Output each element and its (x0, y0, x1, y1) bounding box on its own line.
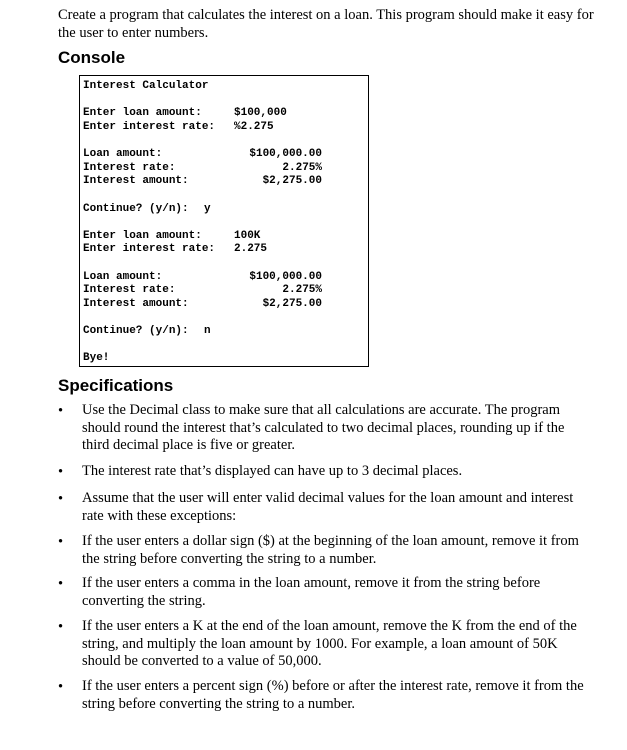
run1-value-loan: $100,000.00 (249, 148, 322, 160)
bullet-icon: • (58, 679, 64, 695)
bullet-icon: • (58, 619, 64, 635)
run2-prompt-rate: Enter interest rate: (83, 243, 216, 255)
run1-input-loan: $100,000 (234, 107, 287, 119)
bullet-icon: • (58, 576, 64, 592)
run2-continue-answer: n (204, 325, 211, 337)
specifications-heading: Specifications (58, 376, 174, 395)
run2-value-loan: $100,000.00 (249, 271, 322, 283)
run1-input-rate: %2.275 (234, 121, 274, 133)
run2-input-rate: 2.275 (234, 243, 268, 255)
run1-prompt-loan: Enter loan amount: (83, 107, 202, 119)
run2-prompt-loan: Enter loan amount: (83, 230, 202, 242)
console-heading: Console (58, 48, 126, 67)
bullet-icon: • (58, 534, 64, 550)
run1-value-interest: $2,275.00 (262, 175, 322, 187)
console-output-box (79, 75, 369, 367)
run1-continue-prompt: Continue? (y/n): (83, 203, 189, 215)
run2-value-interest: $2,275.00 (262, 298, 322, 310)
bullet-icon: • (58, 464, 64, 480)
run2-label-loan: Loan amount: (83, 271, 163, 283)
run1-label-interest: Interest amount: (83, 175, 189, 187)
spec-text: If the user enters a comma in the loan amount, remove it from the string before converting the string. (82, 575, 541, 609)
intro-paragraph: Create a program that calculates the interest on a loan. This program should make it easy for the user to enter numbers. (58, 7, 594, 41)
spec-text: Use the Decimal class to make sure that all calculations are accurate. The program should round the interest that’s calculated to two decimal places, rounding up if the third decimal place is five or greater. (82, 402, 565, 453)
run2-continue-prompt: Continue? (y/n): (83, 325, 189, 337)
run1-continue-answer: y (204, 203, 211, 215)
bullet-icon: • (58, 491, 64, 507)
run2-label-interest: Interest amount: (83, 298, 189, 310)
spec-text: If the user enters a K at the end of the loan amount, remove the K from the end of the string, and multiply the loan amount by 1000. For example, a loan amount of 50K should be converted to a value of 50,000. (82, 618, 577, 669)
spec-text: If the user enters a percent sign (%) before or after the interest rate, remove it from the string before converting the string to a number. (82, 678, 584, 712)
run2-label-rate: Interest rate: (83, 284, 176, 296)
run1-label-rate: Interest rate: (83, 162, 176, 174)
spec-text: If the user enters a dollar sign ($) at the beginning of the loan amount, remove it from the string before converting the string to a number. (82, 533, 579, 567)
spec-text: The interest rate that’s displayed can have up to 3 decimal places. (82, 463, 463, 479)
console-title: Interest Calculator (83, 80, 209, 92)
run1-label-loan: Loan amount: (83, 148, 163, 160)
run2-value-rate: 2.275% (282, 284, 322, 296)
run2-input-loan: 100K (234, 230, 261, 242)
run1-prompt-rate: Enter interest rate: (83, 121, 216, 133)
spec-text: Assume that the user will enter valid decimal values for the loan amount and interest rate with these exceptions: (82, 490, 574, 524)
run1-value-rate: 2.275% (282, 162, 322, 174)
bullet-icon: • (58, 403, 64, 419)
console-bye: Bye! (83, 352, 110, 364)
